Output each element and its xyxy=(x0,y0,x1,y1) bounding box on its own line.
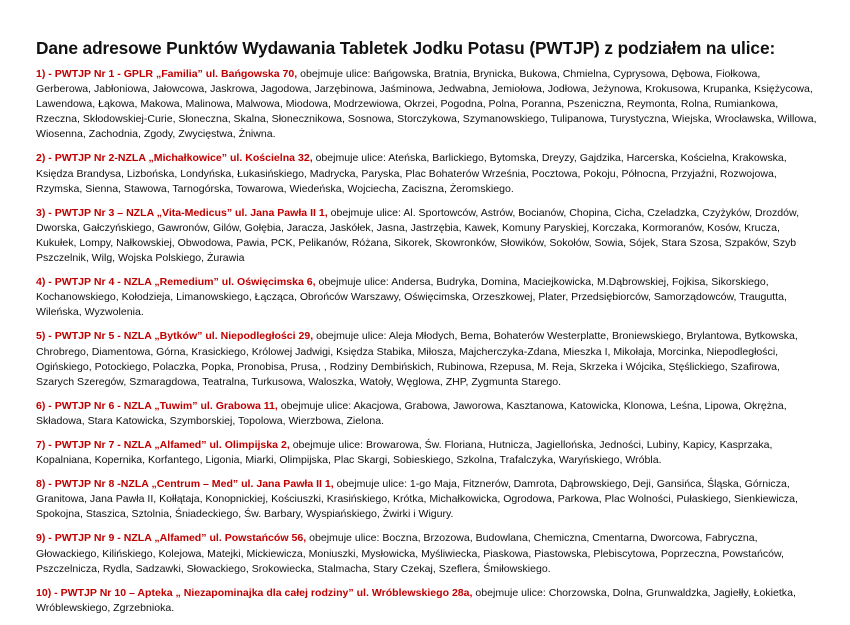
point-heading: 2) - PWTJP Nr 2-NZLA „Michałkowice” ul. Kościelna 32, xyxy=(36,152,313,165)
distribution-point-entry xyxy=(36,477,818,522)
distribution-point-entry xyxy=(36,399,818,429)
point-streets: obejmuje ulice: Andersa, Budryka, Domina, Maciejkowicka, M.Dąbrowskiej, Fojkisa, Sikorskiego, Kochanowskiego, Kołodzieja, Limanowskiego, Łącząca, Obrońców Warszawy, Oświęcimska, Orzeszkowej, Plater, Przedsiębiorców, Samorządowców, Traugutta, Wileńska, Wyzwolenia. xyxy=(36,276,787,319)
distribution-point-entry xyxy=(36,151,818,196)
point-heading: 3) - PWTJP Nr 3 – NZLA „Vita-Medicus” ul. Jana Pawła II 1, xyxy=(36,206,328,219)
point-streets: obejmuje ulice: Chorzowska, Dolna, Grunwaldzka, Jagiełły, Łokietka, Wróblewskiego, Zgrzebnioka. xyxy=(36,586,796,614)
point-heading: 4) - PWTJP Nr 4 - NZLA „Remedium” ul. Oświęcimska 6, xyxy=(36,276,316,289)
point-streets: obejmuje ulice: Ateńska, Barlickiego, Bytomska, Dreyzy, Gajdzika, Harcerska, Kościelna, Krakowska, Księdza Brandysa, Lizbońska, Londyńska, Łukasińskiego, Madrycka, Paryska, Plac Bohaterów Września, Pocztowa, Pokoju, Północna, Przyjaźni, Rozwojowa, Rzymska, Sienna, Stawowa, Tarnogórska, Towarowa, Wiedeńska, Wojciecha, Zaciszna, Żeromskiego. xyxy=(36,152,787,195)
point-streets: obejmuje ulice: Browarowa, Św. Floriana, Hutnicza, Jagiellońska, Jedności, Lubiny, Kapicy, Kasprzaka, Kopalniana, Kopernika, Korfantego, Ligonia, Miarki, Olimpijska, Plac Skargi, Sobieskiego, Szkolna, Trafalczyka, Waryńskiego, Wróbla. xyxy=(36,438,773,467)
point-heading: 10) - PWTJP Nr 10 – Apteka „ Niezapominajka dla całej rodziny” ul. Wróblewskiego 28a, xyxy=(36,586,473,599)
point-heading: 8) - PWTJP Nr 8 -NZLA „Centrum – Med” ul. Jana Pawła II 1, xyxy=(36,478,334,491)
document-page xyxy=(36,38,818,625)
distribution-point-entry xyxy=(36,67,818,142)
distribution-point-entry xyxy=(36,438,818,468)
point-streets: obejmuje ulice: Boczna, Brzozowa, Budowlana, Chemiczna, Cmentarna, Dworcowa, Fabryczna, Głowackiego, Kilińskiego, Kolejowa, Matejki, Mickiewicza, Moniuszki, Mysłowicka, Myśliwiecka, Piaskowa, Piastowska, Plebiscytowa, Poprzeczna, Powstańców, Pszczelnicza, Rydla, Sadzawki, Słowackiego, Srokowiecka, Stalmacha, Stary Czekaj, Szeflera, Śmiłowskiego. xyxy=(36,532,784,575)
document-title: Dane adresowe Punktów Wydawania Tabletek Jodku Potasu (PWTJP) z podziałem na ulice: xyxy=(36,38,776,58)
point-streets: obejmuje ulice: Bańgowska, Bratnia, Brynicka, Bukowa, Chmielna, Cyprysowa, Dębowa, Fiołkowa, Gerberowa, Jabłoniowa, Jałowcowa, Jaskrowa, Jagodowa, Jarzębinowa, Jaśminowa, Jedwabna, Jemiołowa, Jodłowa, Jeżynowa, Krokusowa, Krupanka, Księżycowa, Lawendowa, Łąkowa, Makowa, Malinowa, Malwowa, Miodowa, Modrzewiowa, Okrzei, Pogodna, Polna, Poranna, Pszeniczna, Reymonta, Rolna, Rumiankowa, Rzeczna, Skłodowskiej-Curie, Słoneczna, Skalna, Słonecznikowa, Sosnowa, Storczykowa, Szymanowskiego, Tulipanowa, Turystyczna, Wiejska, Wrocławska, Willowa, Wiosenna, Zachodnia, Zgody, Zwycięstwa, Żniwna. xyxy=(36,68,817,141)
point-streets: obejmuje ulice: Aleja Młodych, Bema, Bohaterów Westerplatte, Broniewskiego, Brylantowa, Bytkowska, Chrobrego, Diamentowa, Górna, Krasickiego, Królowej Jadwigi, Księdza Stabika, Miłosza, Majcherczyka-Zdana, Mieszka I, Mikołaja, Morcinka, Niepodległości, Ogińskiego, Potockiego, Polaczka, Popka, Pronobisa, Prusa, , Rodziny Dembińskich, Rubinowa, Rzepusa, M. Reja, Skrzeka i Wójcika, Stęślickiego, Szafirowa, Szarych Szeregów, Szmaragdowa, Teatralna, Turkusowa, Waloszka, Watoły, Węglowa, ZHP, Zygmunta Starego. xyxy=(36,330,798,388)
distribution-point-entry xyxy=(36,206,818,266)
point-streets: obejmuje ulice: 1-go Maja, Fitznerów, Damrota, Dąbrowskiego, Deji, Gansińca, Śląska, Górnicza, Granitowa, Jana Pawła II, Kołłątaja, Konopnickiej, Kościuszki, Krasińskiego, Krótka, Michałkowicka, Ogrodowa, Parkowa, Plac Wolności, Pułaskiego, Sienkiewicza, Spokojna, Staszica, Sztolnia, Śniadeckiego, Św. Barbary, Wyspiańskiego, Żwirki i Wigury. xyxy=(36,478,798,521)
point-heading: 7) - PWTJP Nr 7 - NZLA „Alfamed” ul. Olimpijska 2, xyxy=(36,438,290,451)
distribution-point-entry xyxy=(36,275,818,320)
point-streets: obejmuje ulice: Al. Sportowców, Astrów, Bocianów, Chopina, Cicha, Czeladzka, Czyżyków, Drozdów, Dworska, Gałczyńskiego, Gawronów, Gilów, Gołębia, Jaracza, Jaskółek, Jasna, Jastrzębia, Kawek, Komuny Paryskiej, Korczaka, Kormoranów, Kosów, Krucza, Kukułek, Lompy, Nałkowskiej, Obwodowa, Pawia, PCK, Pelikanów, Różana, Sikorek, Skowronków, Słowików, Sokołów, Sowia, Sójek, Stara Szosa, Szpaków, Szyb Pszczelnik, Wilg, Wojska Polskiego, Żurawia xyxy=(36,206,800,265)
point-heading: 1) - PWTJP Nr 1 - GPLR „Familia” ul. Bańgowska 70, xyxy=(36,68,298,80)
distribution-point-entry xyxy=(36,329,818,389)
distribution-point-entry xyxy=(36,531,818,576)
point-streets: obejmuje ulice: Akacjowa, Grabowa, Jaworowa, Kasztanowa, Katowicka, Klonowa, Leśna, Lipowa, Okrężna, Składowa, Stara Katowicka, Szymborskiej, Topolowa, Wierzbowa, Zielona. xyxy=(36,399,787,427)
point-heading: 9) - PWTJP Nr 9 - NZLA „Alfamed” ul. Powstańców 56, xyxy=(36,532,307,545)
point-heading: 5) - PWTJP Nr 5 - NZLA „Bytków” ul. Niepodległości 29, xyxy=(36,330,314,343)
point-heading: 6) - PWTJP Nr 6 - NZLA „Tuwim” ul. Grabowa 11, xyxy=(36,399,278,412)
